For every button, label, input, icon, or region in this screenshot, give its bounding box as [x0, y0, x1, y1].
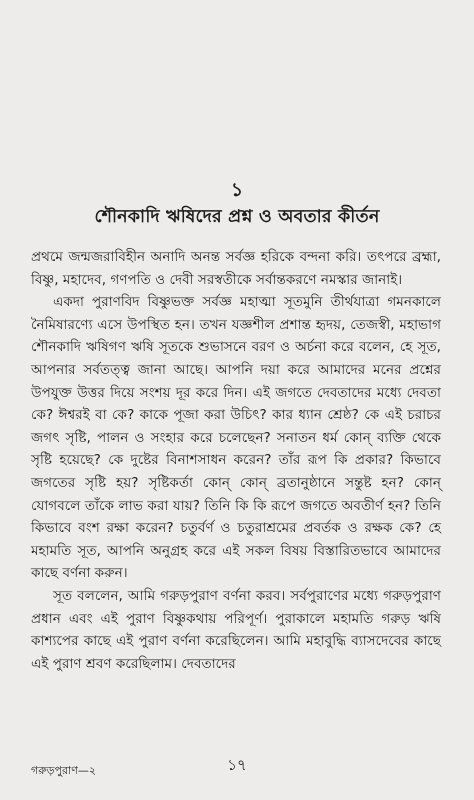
chapter-title: শৌনকাদি ঋষিদের প্রশ্ন ও অবতার কীর্তন — [94, 207, 380, 227]
page-number: ১৭ — [227, 756, 247, 774]
paragraph-invocation: প্রথমে জন্মজরাবিহীন অনাদি অনন্ত সর্বজ্ঞ হরিকে বন্দনা করি। তৎপরে ব্রহ্মা, বিষ্ণু, মহাদেব, গণপতি ও দেবী সরস্বতীকে সর্বান্তকরণে নমস্কার জানাই। — [31, 249, 441, 288]
chapter-body — [31, 246, 441, 675]
running-title: গরুড়পুরাণ—২ — [31, 764, 97, 777]
paragraph-sages-question: একদা পুরাণবিদ বিষ্ণুভক্ত সর্বজ্ঞ মহাত্মা সূতমুনি তীর্থযাত্রা গমনকালে নৈমিষারণ্যে এসে উপস্থিত হন। তখন যজ্ঞশীল প্রশান্ত হৃদয়, তেজস্বী, মহাভাগ শৌনকাদি ঋষিগণ ঋষি সূতকে শুভাসনে বরণ ও অর্চনা করে বলেন, হে সূত, আপনার সর্বতত্ত্ব জানা আছে। আপনি দয়া করে আমাদের মনের প্রশ্নের উপযুক্ত উত্তর দিয়ে সংশয় দূর করে দিন। এই জগতে দেবতাদের মধ্যে দেবতা কে? ঈশ্বরই বা কে? কাকে পূজা করা উচিৎ? কার ধ্যান শ্রেষ্ঠ? কে এই চরাচর জগৎ সৃষ্টি, পালন ও সংহার করে চলেছেন? সনাতন ধর্ম কোন্ ব্যক্তি থেকে সৃষ্টি হয়েছে? কে দুষ্টের বিনাশসাধন করেন? তাঁর রূপ কি প্রকার? কিভাবে জগতের সৃষ্টি হয়? সৃষ্টিকর্তা কোন্ কোন্ ব্রতানুষ্ঠানে সন্তুষ্ট হন? কোন্ যোগবলে তাঁকে লাভ করা যায়? তিনি কি কি রূপে জগতে অবতীর্ণ হন? তিনি কিভাবে বংশ রক্ষা করেন? চতুর্বর্ণ ও চতুরাশ্রমের প্রবর্তক ও রক্ষক কে? হে মহামতি সূত, আপনি অনুগ্রহ করে এই সকল বিষয় বিস্তারিতভাবে আমাদের কাছে বর্ণনা করুন। — [31, 294, 441, 582]
paragraph-suta-reply: সূত বললেন, আমি গরুড়পুরাণ বর্ণনা করব। সর্বপুরাণের মধ্যে গরুড়পুরাণ প্রধান এবং এই পুরাণ বিষ্ণুকথায় পরিপূর্ণ। পুরাকালে মহামতি গরুড় ঋষি কাশ্যপের কাছে এই পুরাণ বর্ণনা করেছিলেন। আমি মহাবুদ্ধি ব্যাসদেবের কাছে এই পুরাণ শ্রবণ করেছিলাম। দেবতাদের — [31, 587, 441, 672]
chapter-number: ১ — [230, 179, 244, 201]
